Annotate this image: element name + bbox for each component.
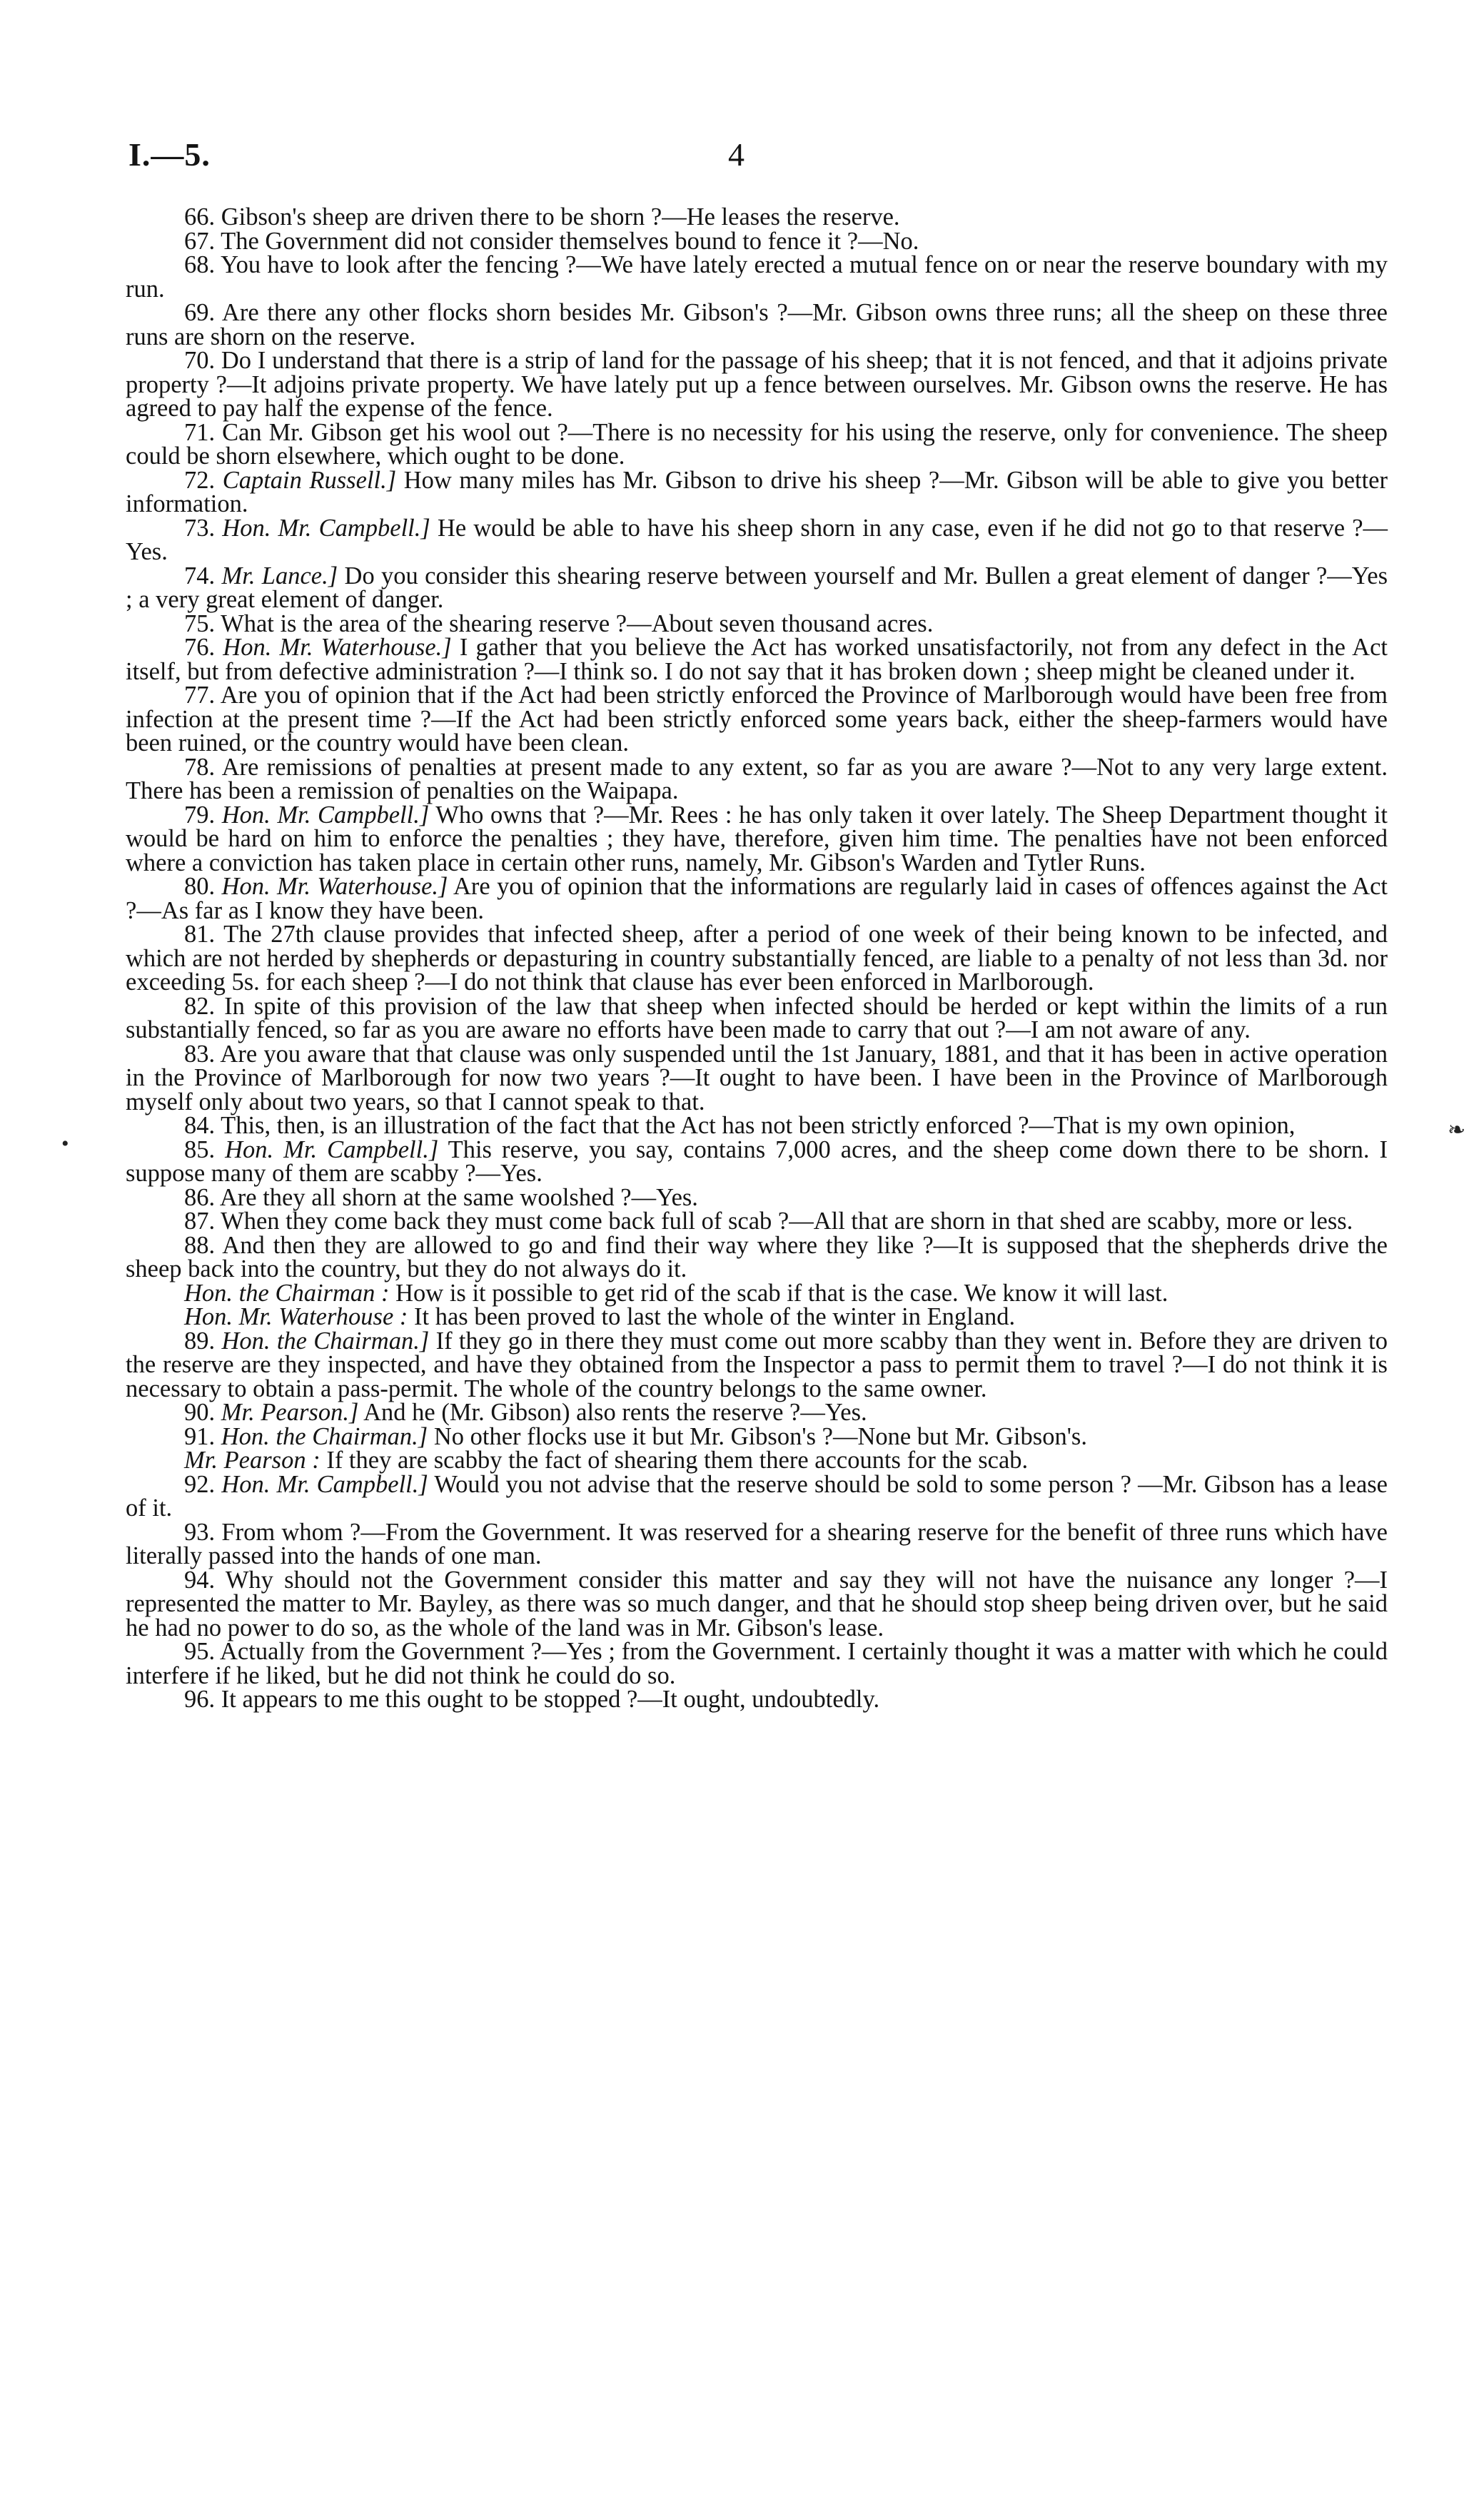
testimony-paragraph (126, 1566, 1388, 1641)
paragraph-text: If they go in there they must come out more scabby than they went in. Before they are driven to the reserve are they inspected, and have they obtained from the Inspector a pass to permit them to travel ?—I do not think it is necessary to obtain a pass-permit. The whole of the country belongs to the same owner. (126, 1327, 1388, 1402)
paragraph-text: He would be able to have his sheep shorn in any case, even if he did not go to that reserve ?—Yes. (126, 514, 1388, 565)
margin-dot-mark: • (61, 1132, 69, 1155)
testimony-paragraph (126, 636, 1388, 684)
question-number: 89. (184, 1327, 216, 1355)
testimony-paragraph (126, 753, 1388, 804)
testimony-paragraph (126, 1422, 1388, 1450)
question-number: 86. (184, 1183, 216, 1211)
testimony-paragraph (126, 418, 1388, 470)
speaker-name: Mr. Pearson : (184, 1447, 320, 1474)
paragraph-text: Are you aware that that clause was only suspended until the 1st January, 1881, and that it has been in active operation in the Province of Marlborough for now two years ?—It ought to have been. I have been in the Province of Marlborough myself only about two years, so that I cannot speak to that. (126, 1040, 1388, 1115)
testimony-paragraph (126, 1401, 1388, 1425)
paragraph-text: Do you consider this shearing reserve between yourself and Mr. Bullen a great element of danger ?—Yes ; a very great element of danger. (126, 562, 1388, 613)
speaker-name: Hon. Mr. Campbell.] (221, 801, 430, 829)
speaker-name: Hon. Mr. Campbell.] (225, 1135, 439, 1163)
testimony-paragraph (126, 923, 1388, 995)
testimony-paragraph (126, 1688, 1388, 1712)
question-number: 91. (184, 1422, 216, 1450)
paragraph-text: Are there any other flocks shorn besides Mr. Gibson's ?—Mr. Gibson owns three runs; all the sheep on these three runs are shorn on the reserve. (126, 299, 1388, 350)
question-number: 80. (184, 873, 216, 900)
paragraph-text: If they are scabby the fact of shearing them there accounts for the scab. (326, 1447, 1029, 1474)
speaker-name: Hon. the Chairman.] (221, 1422, 428, 1450)
speaker-name: Hon. the Chairman : (184, 1279, 390, 1307)
speaker-name: Hon. the Chairman.] (221, 1327, 430, 1355)
question-number: 94. (184, 1566, 216, 1594)
testimony-paragraph (126, 227, 1388, 255)
paragraph-text: From whom ?—From the Government. It was reserved for a shearing reserve for the benefit of three runs which have literally passed into the hands of one man. (126, 1518, 1388, 1569)
testimony-paragraph (126, 1040, 1388, 1115)
paragraph-text: The Government did not consider themselves bound to fence it ?—No. (221, 227, 919, 255)
question-number: 78. (184, 753, 216, 781)
speaker-name: Hon. Mr. Waterhouse.] (223, 634, 452, 661)
question-number: 83. (184, 1040, 216, 1068)
paragraph-text: Gibson's sheep are driven there to be shorn ?—He leases the reserve. (221, 203, 900, 231)
question-number: 66. (184, 203, 216, 231)
paragraph-text: Are you of opinion that the informations are regularly laid in cases of offences against the Act ?—As far as I know they have been. (126, 873, 1388, 924)
question-number: 67. (184, 227, 216, 255)
paragraph-text: And then they are allowed to go and find their way where they like ?—It is supposed that the shepherds drive the sheep back into the country, but they do not always do it. (126, 1231, 1388, 1282)
question-number: 74. (184, 562, 216, 589)
testimony-paragraph (126, 684, 1388, 756)
testimony-paragraph (126, 253, 1388, 301)
paragraph-text: When they come back they must come back full of scab ?—All that are shorn in that shed are scabby, more or less. (221, 1208, 1353, 1235)
question-number: 68. (184, 251, 216, 278)
testimony-paragraph (126, 562, 1388, 613)
paragraph-text: Can Mr. Gibson get his wool out ?—There is no necessity for his using the reserve, only for convenience. The sheep could be shorn elsewhere, which ought to be done. (126, 418, 1388, 470)
question-number: 93. (184, 1518, 216, 1546)
speaker-name: Captain Russell.] (222, 466, 397, 494)
paragraph-text: I gather that you believe the Act has worked unsatisfactorily, not from any defect in the Act itself, but from defective administration ?—I think so. I do not say that it has broken down ; sheep might be cleaned under it. (126, 634, 1388, 685)
testimony-paragraph (126, 349, 1388, 421)
testimony-paragraph (126, 466, 1388, 517)
testimony-paragraph (126, 1279, 1388, 1307)
question-number: 79. (184, 801, 216, 829)
question-number: 96. (184, 1686, 216, 1713)
paragraph-text: Why should not the Government consider this matter and say they will not have the nuisance any longer ?—I represented the matter to Mr. Bayley, as there was so much danger, and that he should stop sheep being driven over, but he said he had no power to do so, as the whole of the land was in Mr. Gibson's lease. (126, 1566, 1388, 1641)
testimony-paragraph (126, 875, 1388, 923)
testimony-paragraph (126, 1640, 1388, 1688)
paragraph-text: Actually from the Government ?—Yes ; from the Government. I certainly thought it was a matter with which he could interfere if he liked, but he did not think he could do so. (126, 1638, 1388, 1689)
testimony-paragraph (126, 514, 1388, 565)
paragraph-text: How is it possible to get rid of the scab if that is the case. We know it will last. (395, 1279, 1168, 1307)
testimony-paragraph (126, 801, 1388, 876)
paragraph-text: What is the area of the shearing reserve ?—About seven thousand acres. (221, 609, 934, 637)
question-number: 72. (184, 466, 216, 494)
question-number: 69. (184, 299, 216, 326)
testimony-paragraph (126, 1470, 1388, 1522)
question-number: 85. (184, 1135, 216, 1163)
paragraph-text: Are you of opinion that if the Act had been strictly enforced the Province of Marlborough would have been free from infection at the present time ?—If the Act had been strictly enforced some years back, either the sheep-farmers would have been ruined, or the country would have been clean. (126, 682, 1388, 756)
speaker-name: Hon. Mr. Waterhouse : (184, 1303, 408, 1330)
paragraph-text: And he (Mr. Gibson) also rents the reserve ?—Yes. (363, 1399, 867, 1426)
testimony-paragraph (126, 1518, 1388, 1569)
paragraph-text: This reserve, you say, contains 7,000 acres, and the sheep come down there to be shorn. I suppose many of them are scabby ?—Yes. (126, 1135, 1388, 1187)
testimony-paragraph (126, 1114, 1388, 1138)
question-number: 82. (184, 992, 216, 1020)
question-number: 73. (184, 514, 216, 542)
testimony-paragraph (126, 1183, 1388, 1211)
testimony-paragraph (126, 1210, 1388, 1234)
testimony-paragraph (126, 992, 1388, 1043)
paragraph-text: Would you not advise that the reserve should be sold to some person ? —Mr. Gibson has a lease of it. (126, 1470, 1388, 1522)
testimony-paragraph (126, 1305, 1388, 1330)
testimony-paragraph (126, 1327, 1388, 1402)
paragraph-text: It has been proved to last the whole of the winter in England. (414, 1303, 1016, 1330)
question-number: 77. (184, 682, 216, 709)
question-number: 76. (184, 634, 216, 661)
paragraph-text: Are they all shorn at the same woolshed ?—Yes. (219, 1183, 698, 1211)
question-number: 95. (184, 1638, 216, 1665)
speaker-name: Mr. Lance.] (221, 562, 338, 589)
question-number: 71. (184, 418, 216, 446)
page-header (128, 136, 1385, 178)
question-number: 81. (184, 921, 216, 948)
question-number: 75. (184, 609, 216, 637)
question-number: 92. (184, 1470, 216, 1498)
question-number: 90. (184, 1399, 216, 1426)
speaker-name: Mr. Pearson.] (221, 1399, 359, 1426)
paragraph-text: The 27th clause provides that infected sheep, after a period of one week of their being known to be infected, and which are not herded by shepherds or depasturing in country substantially fenced, are liable to a penalty of not less than 3d. nor exceeding 5s. for each sheep ?—I do not think that clause has ever been enforced in Marlborough. (126, 921, 1388, 996)
question-number: 70. (184, 347, 216, 374)
speaker-name: Hon. Mr. Waterhouse.] (221, 873, 448, 900)
paragraph-text: Who owns that ?—Mr. Rees : he has only taken it over lately. The Sheep Department thought it would be hard on him to enforce the penalties ; they have, therefore, given him time. The penalties have not been enforced where a conviction has taken place in certain other runs, namely, Mr. Gibson's Warden and Tytler Runs. (126, 801, 1388, 876)
paragraph-text: It appears to me this ought to be stopped ?—It ought, undoubtedly. (221, 1686, 880, 1713)
testimony-body (126, 203, 1388, 1713)
margin-tick-mark: ❧ (1448, 1118, 1466, 1142)
testimony-paragraph (126, 1449, 1388, 1473)
question-number: 84. (184, 1112, 216, 1139)
paragraph-text: Are remissions of penalties at present made to any extent, so far as you are aware ?—Not to any very large extent. There has been a remission of penalties on the Waipapa. (126, 753, 1388, 804)
speaker-name: Hon. Mr. Campbell.] (221, 1470, 428, 1498)
paragraph-text: You have to look after the fencing ?—We have lately erected a mutual fence on or near the reserve boundary with my run. (126, 251, 1388, 303)
paragraph-text: In spite of this provision of the law that sheep when infected should be herded or kept within the limits of a run substantially fenced, so far as you are aware no efforts have been made to carry that out ?—I am not aware of any. (126, 992, 1388, 1043)
testimony-paragraph (126, 609, 1388, 637)
testimony-paragraph (126, 203, 1388, 231)
question-number: 88. (184, 1231, 216, 1259)
paragraph-text: How many miles has Mr. Gibson to drive his sheep ?—Mr. Gibson will be able to give you better information. (126, 466, 1388, 517)
paragraph-text: This, then, is an illustration of the fact that the Act has not been strictly enforced ?—That is my own opinion, (221, 1112, 1296, 1139)
page-number: 4 (728, 136, 744, 173)
testimony-paragraph (126, 301, 1388, 349)
document-reference: I.—5. (128, 136, 211, 173)
paragraph-text: No other flocks use it but Mr. Gibson's ?—None but Mr. Gibson's. (433, 1422, 1087, 1450)
speaker-name: Hon. Mr. Campbell.] (222, 514, 430, 542)
paragraph-text: Do I understand that there is a strip of land for the passage of his sheep; that it is not fenced, and that it adjoins private property ?—It adjoins private property. We have lately put up a fence between ourselves. Mr. Gibson owns the reserve. He has agreed to pay half the expense of the fence. (126, 347, 1388, 422)
testimony-paragraph (126, 1231, 1388, 1282)
question-number: 87. (184, 1208, 216, 1235)
testimony-paragraph (126, 1135, 1388, 1187)
